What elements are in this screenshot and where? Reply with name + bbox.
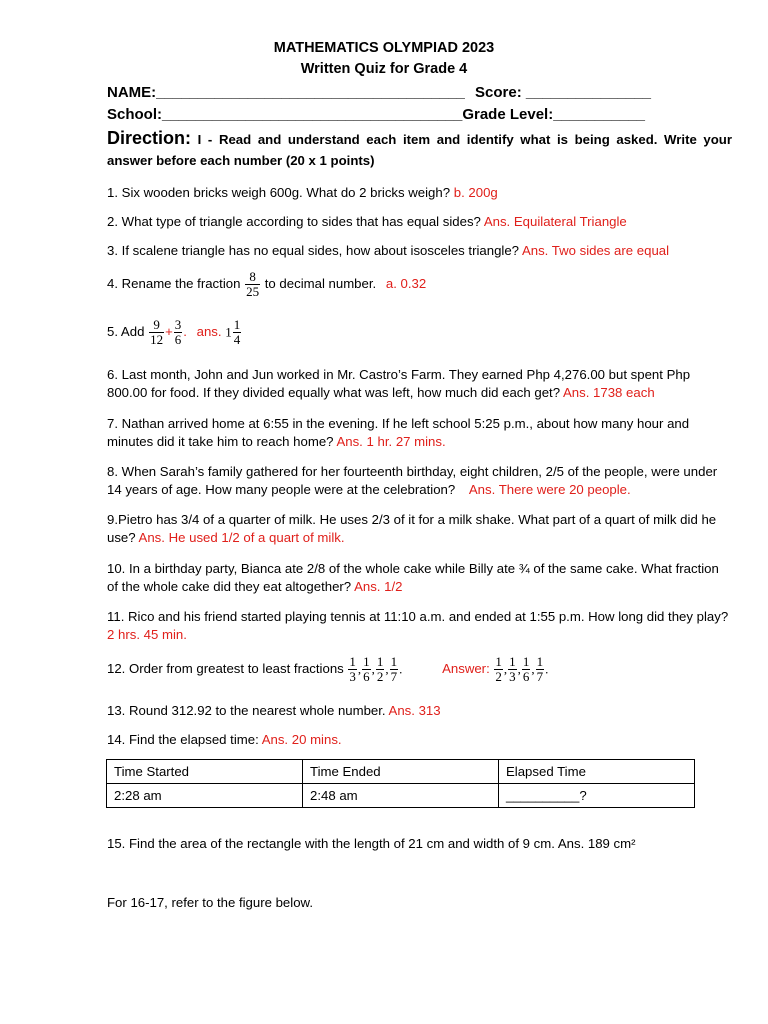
question-text: 2. What type of triangle according to sides that has equal sides? <box>107 214 481 229</box>
denominator: 6 <box>174 332 182 347</box>
fraction <box>390 655 399 684</box>
table-cell: __________? <box>499 784 695 808</box>
question-9 <box>107 511 732 547</box>
question-text: 4. Rename the fraction <box>107 275 241 291</box>
table-cell: 2:48 am <box>303 784 499 808</box>
question-text: 12. Order from greatest to least fractions <box>107 660 344 676</box>
figure-reference-note: For 16-17, refer to the figure below. <box>107 895 313 910</box>
numerator: 1 <box>363 654 370 669</box>
numerator: 1 <box>495 654 502 669</box>
question-text: 7. Nathan arrived home at 6:55 in the evening. If he left school 5:25 p.m., about how many hour and minutes did it take him to reach home? <box>107 416 690 449</box>
question-text: 3. If scalene triangle has no equal sides, how about isosceles triangle? <box>107 243 519 258</box>
denominator: 2 <box>376 669 384 684</box>
fraction <box>245 270 260 299</box>
fraction <box>348 655 357 684</box>
fraction <box>536 655 545 684</box>
school-label: School:____________________________________ <box>107 106 463 123</box>
answer-text: Ans. 1/2 <box>354 579 403 594</box>
fraction <box>376 655 385 684</box>
answer-text: Ans. 1738 each <box>563 385 655 400</box>
numerator: 1 <box>536 654 544 669</box>
separator: . <box>545 661 549 677</box>
question-text: 8. When Sarah’s family gathered for her fourteenth birthday, eight children, 2/5 of the people, were under 14 years of age. How many people were at the celebration? <box>107 464 718 497</box>
separator: , <box>371 661 375 677</box>
denominator: 3 <box>349 669 356 684</box>
name-field-line <box>107 84 651 101</box>
plus-sign: + <box>165 323 173 339</box>
answer-text: Ans. 313 <box>388 703 441 718</box>
page-title: MATHEMATICS OLYMPIAD 2023 <box>273 40 495 56</box>
answer-text: Ans. Equilateral Triangle <box>483 214 627 229</box>
answer-whole-number: 1 <box>225 324 232 340</box>
numerator: 3 <box>174 317 182 332</box>
answer-text: Ans. 20 mins. <box>261 732 342 747</box>
denominator: 25 <box>246 284 260 299</box>
question-text: 14. Find the elapsed time: <box>107 732 259 747</box>
answer-text: Ans. He used 1/2 of a quart of milk. <box>138 530 345 545</box>
fraction <box>508 655 517 684</box>
question-4 <box>107 270 426 299</box>
numerator: 1 <box>522 654 530 669</box>
answer-text: a. 0.32 <box>385 275 427 291</box>
question-13 <box>107 703 441 718</box>
question-fractions <box>347 654 403 684</box>
table-row <box>107 784 695 808</box>
fraction <box>522 655 531 684</box>
question-text: 9.Pietro has 3/4 of a quarter of milk. He uses 2/3 of it for a milk shake. What part of a quart of milk did he use? <box>107 512 717 545</box>
numerator: 1 <box>349 654 356 669</box>
question-text: 11. Rico and his friend started playing tennis at 11:10 a.m. and ended at 1:55 p.m. How long did they play? <box>107 609 729 624</box>
denominator: 3 <box>509 669 516 684</box>
answer-text: Ans. 1 hr. 27 mins. <box>336 434 446 449</box>
numerator: 8 <box>249 269 256 284</box>
question-text: 10. In a birthday party, Bianca ate 2/8 of the whole cake while Billy ate ¾ of the same cake. What fraction of the whole cake did they eat altogether? <box>107 561 719 594</box>
denominator: 7 <box>390 669 398 684</box>
name-label: NAME:_____________________________________ <box>107 84 465 101</box>
separator: , <box>357 661 362 677</box>
separator: , <box>385 661 389 677</box>
separator: , <box>503 661 508 677</box>
table-cell: 2:28 am <box>107 784 303 808</box>
answer-text: Ans. There were 20 people. <box>468 482 631 497</box>
fraction <box>174 318 183 347</box>
denominator: 7 <box>536 669 544 684</box>
question-text: 15. Find the area of the rectangle with the length of 21 cm and width of 9 cm. Ans. 189 cm² <box>107 836 636 851</box>
separator: , <box>531 661 535 677</box>
question-text: 5. Add <box>107 323 145 339</box>
page-subtitle: Written Quiz for Grade 4 <box>300 61 468 77</box>
direction-heading: Direction: <box>107 128 192 148</box>
numerator: 9 <box>153 317 160 332</box>
question-2 <box>107 214 627 229</box>
table-header-cell: Time Ended <box>303 760 499 784</box>
question-text: 6. Last month, John and Jun worked in Mr. Castro’s Farm. They earned Php 4,276.00 but spent Php 800.00 for food. If they divided equally what was left, how much did each get? <box>107 367 691 400</box>
fraction <box>494 655 503 684</box>
answer-text: 2 hrs. 45 min. <box>107 627 187 642</box>
period: . <box>183 323 187 339</box>
table-header-row <box>107 760 695 784</box>
question-text: 13. Round 312.92 to the nearest whole number. <box>107 703 386 718</box>
denominator: 6 <box>363 669 370 684</box>
direction-paragraph <box>107 128 732 171</box>
table-header-cell: Time Started <box>107 760 303 784</box>
question-11 <box>107 608 732 644</box>
answer-text: b. 200g <box>453 185 498 200</box>
question-6 <box>107 366 732 402</box>
question-10 <box>107 560 732 596</box>
denominator: 6 <box>522 669 530 684</box>
answer-label: Answer: <box>442 660 490 676</box>
question-14 <box>107 732 342 747</box>
answer-text: Ans. Two sides are equal <box>521 243 670 258</box>
numerator: 1 <box>376 654 384 669</box>
denominator: 2 <box>495 669 502 684</box>
answer-fraction <box>233 318 242 347</box>
grade-level-label: Grade Level:___________ <box>462 106 645 123</box>
answer-prefix: ans. <box>196 323 222 339</box>
elapsed-time-table <box>106 759 695 808</box>
denominator: 4 <box>233 332 241 347</box>
separator: . <box>399 661 403 677</box>
score-label: Score: _______________ <box>475 84 651 101</box>
direction-text: I - Read and understand each item and identify what is being asked. Write your answer before each number (20 x 1 points) <box>107 132 732 168</box>
numerator: 1 <box>509 654 516 669</box>
separator: , <box>517 661 521 677</box>
question-text: to decimal number. <box>264 275 377 291</box>
denominator: 12 <box>150 332 164 347</box>
question-3 <box>107 243 669 258</box>
question-text: 1. Six wooden bricks weigh 600g. What do 2 bricks weigh? <box>107 185 451 200</box>
question-7 <box>107 415 732 451</box>
question-5 <box>107 318 242 347</box>
question-15 <box>107 836 636 851</box>
question-12 <box>107 655 548 684</box>
fraction <box>362 655 371 684</box>
numerator: 1 <box>233 317 241 332</box>
numerator: 1 <box>390 654 398 669</box>
question-8 <box>107 463 732 499</box>
question-1 <box>107 185 498 200</box>
school-field-line <box>107 106 645 123</box>
table-header-cell: Elapsed Time <box>499 760 695 784</box>
fraction <box>149 318 164 347</box>
answer-fractions <box>493 654 549 684</box>
